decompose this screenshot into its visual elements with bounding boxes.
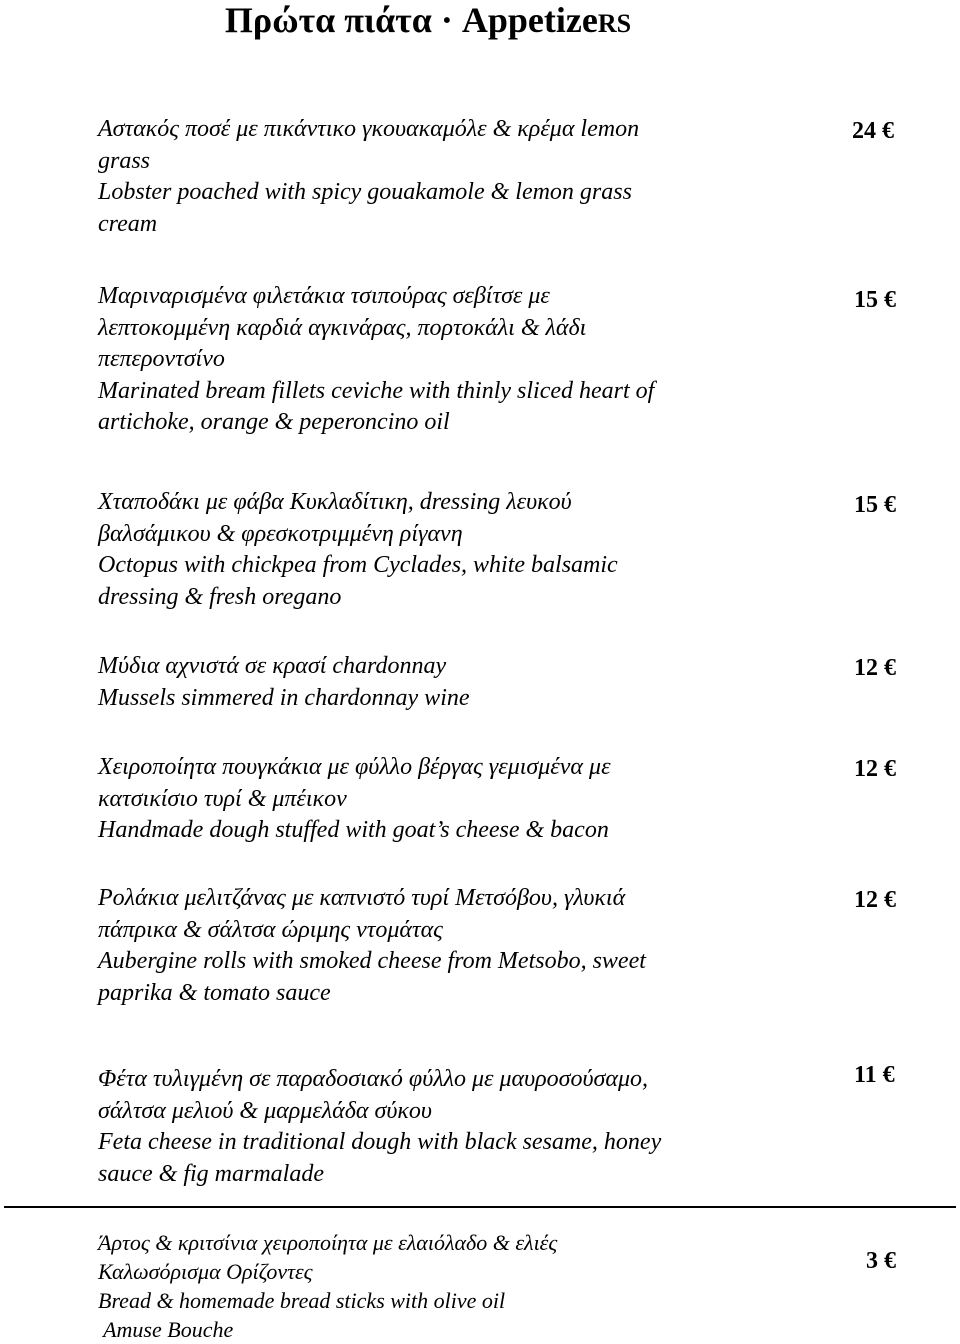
item-line: Feta cheese in traditional dough with black sesame, honey [98,1129,662,1155]
item-line: λεπτοκομμένη καρδιά αγκινάρας, πορτοκάλι & λάδι [98,314,587,341]
item-line: cream [98,210,158,237]
item-line: κατσικίσιο τυρί & μπέικον [98,785,347,812]
item-line: sauce & fig marmalade [98,1160,324,1187]
item-line: Καλωσόρισμα Ορίζοντες [98,1259,313,1284]
item-line: Mussels simmered in chardonnay wine [98,684,470,711]
title-small-caps: RS [597,9,632,38]
menu-item-mussels [98,651,758,714]
item-line: Άρτος & κριτσίνια χειροποίητα με ελαιόλαδο & ελιές [98,1230,558,1255]
menu-item-octopus [98,487,758,613]
item-line: Marinated bream fillets ceviche with thinly sliced heart of [98,377,655,404]
item-line: Χταποδάκι με φάβα Κυκλαδίτικη, dressing λευκού [98,489,572,515]
menu-item-handmade-dough [98,752,758,847]
item-line: Αστακός ποσέ με πικάντικο γκουακαμόλε & κρέμα lemon [98,116,640,142]
menu-item-aubergine-rolls [98,883,758,1009]
price-handmade-dough: 12 € [854,756,896,782]
item-line: Octopus with chickpea from Cyclades, white balsamic [98,552,618,578]
item-line: Μαριναρισμένα φιλετάκια τσιπούρας σεβίτσε με [98,283,550,309]
item-line: Χειροποίητα πουγκάκια με φύλλο βέργας γεμισμένα με [98,754,611,780]
price-feta-dough: 11 € [854,1062,895,1088]
item-line: πεπεροντσίνο [98,346,225,372]
price-mussels: 12 € [854,655,896,681]
item-line: paprika & tomato sauce [98,979,331,1006]
item-line: Amuse Bouche [98,1317,234,1342]
item-line: Aubergine rolls with smoked cheese from Metsobo, sweet [98,948,646,974]
item-line: Ρολάκια μελιτζάνας με καπνιστό τυρί Μετσόβου, γλυκιά [98,885,626,911]
item-line: πάπρικα & σάλτσα ώριμης ντομάτας [98,916,443,943]
item-line: Φέτα τυλιγμένη σε παραδοσιακό φύλλο με μαυροσούσαμο, [98,1066,649,1092]
item-line: βαλσάμικου & φρεσκοτριμμένη ρίγανη [98,520,463,547]
price-bream-ceviche: 15 € [854,287,896,313]
item-line: Lobster poached with spicy gouakamole & lemon grass [98,179,632,205]
item-line: σάλτσα μελιού & μαρμελάδα σύκου [98,1097,432,1124]
price-octopus: 15 € [854,492,896,518]
menu-item-feta-dough [98,1064,758,1190]
price-aubergine-rolls: 12 € [854,887,896,913]
item-line: grass [98,147,151,174]
menu-item-bread [98,1228,758,1344]
item-line: Bread & homemade bread sticks with olive oil [98,1288,506,1313]
item-line: dressing & fresh oregano [98,583,342,610]
page-title [0,0,856,44]
item-line: Handmade dough stuffed with goat’s cheese & bacon [98,817,609,843]
price-bread: 3 € [866,1248,896,1274]
item-line: Μύδια αχνιστά σε κρασί chardonnay [98,653,447,679]
menu-item-lobster [98,114,758,240]
item-line: artichoke, orange & peperoncino oil [98,409,450,435]
title-main: Πρώτα πιάτα · Appetize [224,0,598,40]
section-divider [4,1206,956,1208]
menu-item-bream-ceviche [98,281,758,439]
price-lobster: 24 € [852,118,894,144]
